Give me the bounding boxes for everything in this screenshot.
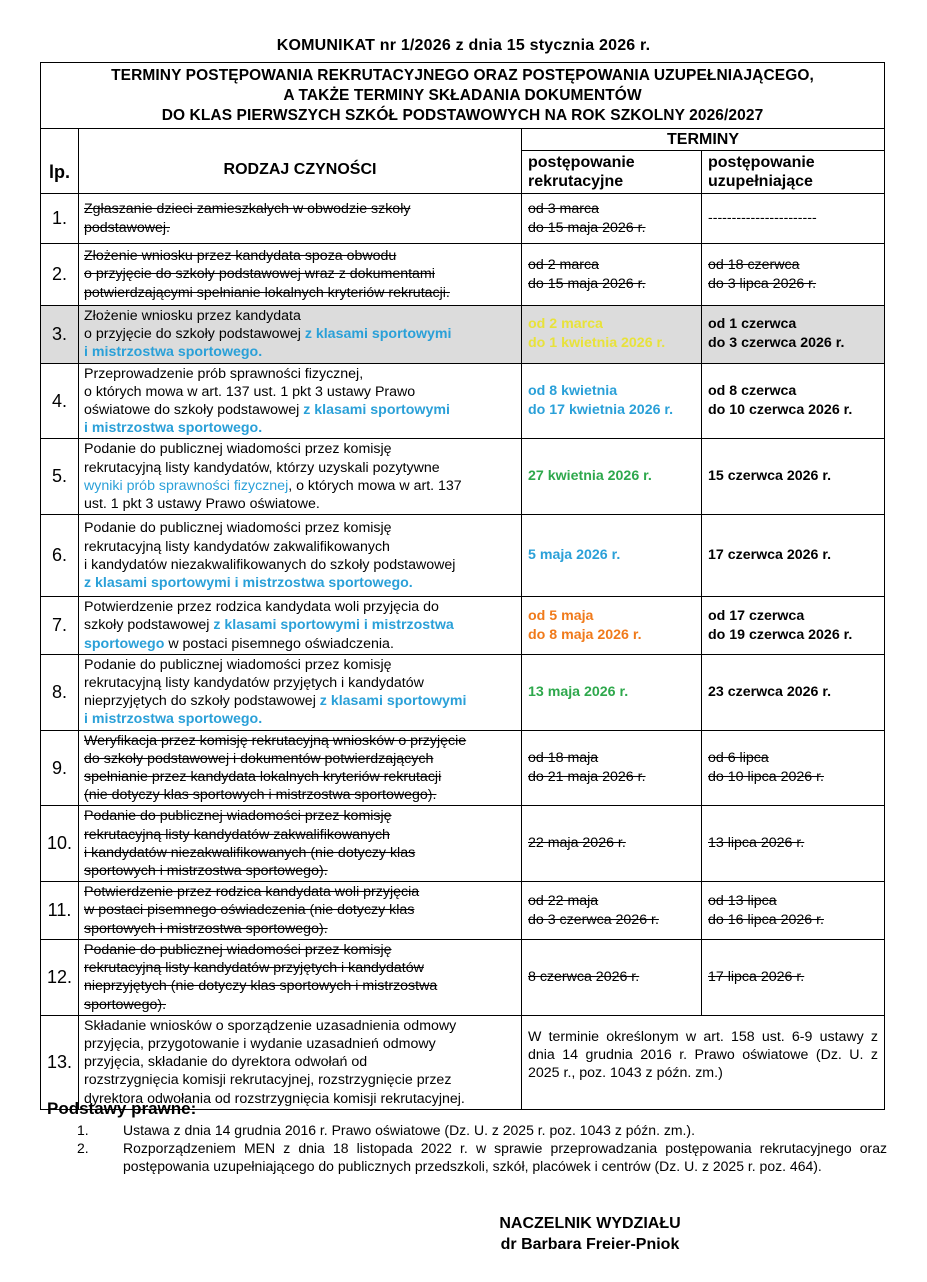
row-date-rekrutacyjne: od 3 marca do 15 maja 2026 r. — [522, 194, 702, 244]
column-header-uzupelniajace: postępowanie uzupełniające — [702, 151, 885, 194]
row-description: Podanie do publicznej wiadomości przez komisję rekrutacyjną listy kandydatów zakwalifikowanych i kandydatów niezakwalifikowanych (nie dotyczy klas sportowych i mistrzostwa sportowego). — [79, 806, 522, 882]
legal-basis-title: Podstawy prawne: — [47, 1099, 197, 1118]
table-row — [41, 654, 885, 730]
row-description: Przeprowadzenie prób sprawności fizycznej, o których mowa w art. 137 ust. 1 pkt 3 ustawy Prawo oświatowe do szkoły podstawowej z klasami sportowymi i mistrzostwa sportowego. — [79, 363, 522, 439]
row-description: Zgłaszanie dzieci zamieszkałych w obwodzie szkoły podstawowej. — [79, 194, 522, 244]
row-date-uzupelniajace: od 8 czerwca do 10 czerwca 2026 r. — [702, 363, 885, 439]
row-date-rekrutacyjne: 22 maja 2026 r. — [522, 806, 702, 882]
legal-item — [47, 1139, 887, 1175]
legal-item — [47, 1121, 887, 1139]
row-number: 8. — [41, 654, 79, 730]
row-date-rekrutacyjne: od 8 kwietnia do 17 kwietnia 2026 r. — [522, 363, 702, 439]
table-title-row — [41, 63, 885, 129]
row-number: 13. — [41, 1015, 79, 1109]
row-date-rekrutacyjne: od 2 marca do 1 kwietnia 2026 r. — [522, 306, 702, 364]
row-date-rekrutacyjne: 8 czerwca 2026 r. — [522, 939, 702, 1015]
row-date-rekrutacyjne: 13 maja 2026 r. — [522, 654, 702, 730]
row-date-uzupelniajace: od 18 czerwca do 3 lipca 2026 r. — [702, 244, 885, 306]
legal-item-number: 1. — [77, 1122, 89, 1138]
row-note-merged: W terminie określonym w art. 158 ust. 6-9 ustawy z dnia 14 grudnia 2016 r. Prawo oświatowe (Dz. U. z 2025 r., poz. 1043 z późn. zm.) — [522, 1015, 885, 1109]
table-row — [41, 439, 885, 515]
row-number: 1. — [41, 194, 79, 244]
table-row — [41, 363, 885, 439]
legal-item-number: 2. — [77, 1140, 89, 1156]
row-date-uzupelniajace: od 17 czerwca do 19 czerwca 2026 r. — [702, 597, 885, 655]
row-date-uzupelniajace: 17 lipca 2026 r. — [702, 939, 885, 1015]
row-description: Potwierdzenie przez rodzica kandydata woli przyjęcia w postaci pisemnego oświadczenia (nie dotyczy klas sportowych i mistrzostwa sportowego). — [79, 882, 522, 940]
row-number: 4. — [41, 363, 79, 439]
row-number: 5. — [41, 439, 79, 515]
row-date-uzupelniajace: 15 czerwca 2026 r. — [702, 439, 885, 515]
row-date-rekrutacyjne: od 18 maja do 21 maja 2026 r. — [522, 730, 702, 806]
table-title: TERMINY POSTĘPOWANIA REKRUTACYJNEGO ORAZ POSTĘPOWANIA UZUPEŁNIAJĄCEGO, A TAKŻE TERMINY SKŁADANIA DOKUMENTÓW DO KLAS PIERWSZYCH SZKÓŁ PODSTAWOWYCH NA ROK SZKOLNY 2026/2027 — [41, 63, 885, 129]
table-row — [41, 194, 885, 244]
row-description: Weryfikacja przez komisję rekrutacyjną wniosków o przyjęcie do szkoły podstawowej i dokumentów potwierdzających spełnianie przez kandydata lokalnych kryteriów rekrutacji (nie dotyczy klas sportowych i mistrzostwa sportowego). — [79, 730, 522, 806]
row-description: Potwierdzenie przez rodzica kandydata woli przyjęcia do szkoły podstawowej z klasami sportowymi i mistrzostwa sportowego w postaci pisemnego oświadczenia. — [79, 597, 522, 655]
row-number: 10. — [41, 806, 79, 882]
row-date-uzupelniajace: od 1 czerwca do 3 czerwca 2026 r. — [702, 306, 885, 364]
row-date-uzupelniajace: 17 czerwca 2026 r. — [702, 515, 885, 597]
row-number: 2. — [41, 244, 79, 306]
row-date-uzupelniajace: 23 czerwca 2026 r. — [702, 654, 885, 730]
signature-block — [440, 1213, 740, 1255]
table-row — [41, 597, 885, 655]
table-row — [41, 882, 885, 940]
row-date-uzupelniajace: od 13 lipca do 16 lipca 2026 r. — [702, 882, 885, 940]
row-date-rekrutacyjne: od 2 marca do 15 maja 2026 r. — [522, 244, 702, 306]
row-description: Złożenie wniosku przez kandydata o przyjęcie do szkoły podstawowej z klasami sportowymi i mistrzostwa sportowego. — [79, 306, 522, 364]
column-header-rodzaj: RODZAJ CZYNOŚCI — [79, 129, 522, 194]
row-date-uzupelniajace: ----------------------- — [702, 194, 885, 244]
row-description: Złożenie wniosku przez kandydata spoza obwodu o przyjęcie do szkoły podstawowej wraz z dokumentami potwierdzającymi spełnianie lokalnych kryteriów rekrutacji. — [79, 244, 522, 306]
row-number: 11. — [41, 882, 79, 940]
row-description: Składanie wniosków o sporządzenie uzasadnienia odmowy przyjęcia, przygotowanie i wydanie uzasadnień odmowy przyjęcia, składanie do dyrektora odwołań od rozstrzygnięcia komisji rekrutacyjnej, rozstrzygnięcie przez dyrektora odwołania od rozstrzygnięcia komisji rekrutacyjnej. — [79, 1015, 522, 1109]
table-row — [41, 730, 885, 806]
signature-role: NACZELNIK WYDZIAŁU — [499, 1215, 681, 1232]
table-row — [41, 939, 885, 1015]
row-date-rekrutacyjne: od 5 maja do 8 maja 2026 r. — [522, 597, 702, 655]
row-date-uzupelniajace: od 6 lipca do 10 lipca 2026 r. — [702, 730, 885, 806]
column-header-lp: lp. — [41, 129, 79, 194]
document-title: KOMUNIKAT nr 1/2026 z dnia 15 stycznia 2026 r. — [276, 37, 651, 54]
column-header-terminy: TERMINY — [522, 129, 885, 151]
column-header-rekrutacyjne: postępowanie rekrutacyjne — [522, 151, 702, 194]
legal-item-text: Ustawa z dnia 14 grudnia 2016 r. Prawo oświatowe (Dz. U. z 2025 r. poz. 1043 z późn. zm.). — [123, 1122, 695, 1138]
table-row — [41, 515, 885, 597]
table-row — [41, 306, 885, 364]
row-description: Podanie do publicznej wiadomości przez komisję rekrutacyjną listy kandydatów zakwalifikowanych i kandydatów niezakwalifikowanych do szkoły podstawowej z klasami sportowymi i mistrzostwa sportowego. — [79, 515, 522, 597]
row-date-rekrutacyjne: od 22 maja do 3 czerwca 2026 r. — [522, 882, 702, 940]
row-description: Podanie do publicznej wiadomości przez komisję rekrutacyjną listy kandydatów przyjętych i kandydatów nieprzyjętych do szkoły podstawowej z klasami sportowymi i mistrzostwa sportowego. — [79, 654, 522, 730]
row-description: Podanie do publicznej wiadomości przez komisję rekrutacyjną listy kandydatów przyjętych i kandydatów nieprzyjętych (nie dotyczy klas sportowych i mistrzostwa sportowego). — [79, 939, 522, 1015]
row-date-rekrutacyjne: 5 maja 2026 r. — [522, 515, 702, 597]
row-description: Podanie do publicznej wiadomości przez komisję rekrutacyjną listy kandydatów, którzy uzyskali pozytywne wyniki prób sprawności fizycznej, o których mowa w art. 137 ust. 1 pkt 3 ustawy Prawo oświatowe. — [79, 439, 522, 515]
table-row — [41, 244, 885, 306]
row-date-uzupelniajace: 13 lipca 2026 r. — [702, 806, 885, 882]
table-header-row — [41, 129, 885, 151]
table-row — [41, 1015, 885, 1109]
row-date-rekrutacyjne: 27 kwietnia 2026 r. — [522, 439, 702, 515]
row-number: 7. — [41, 597, 79, 655]
row-number: 12. — [41, 939, 79, 1015]
row-number: 6. — [41, 515, 79, 597]
row-number: 3. — [41, 306, 79, 364]
legal-basis — [47, 1099, 887, 1175]
signature-name: dr Barbara Freier-Pniok — [500, 1236, 680, 1253]
legal-item-text: Rozporządzeniem MEN z dnia 18 listopada 2022 r. w sprawie przeprowadzania postępowania rekrutacyjnego oraz postępowania uzupełniającego do publicznych przedszkoli, szkół, placówek i centrów (Dz. U. z 2025 r. poz. 464). — [123, 1140, 887, 1174]
row-number: 9. — [41, 730, 79, 806]
table-row — [41, 806, 885, 882]
schedule-table — [40, 62, 885, 1110]
